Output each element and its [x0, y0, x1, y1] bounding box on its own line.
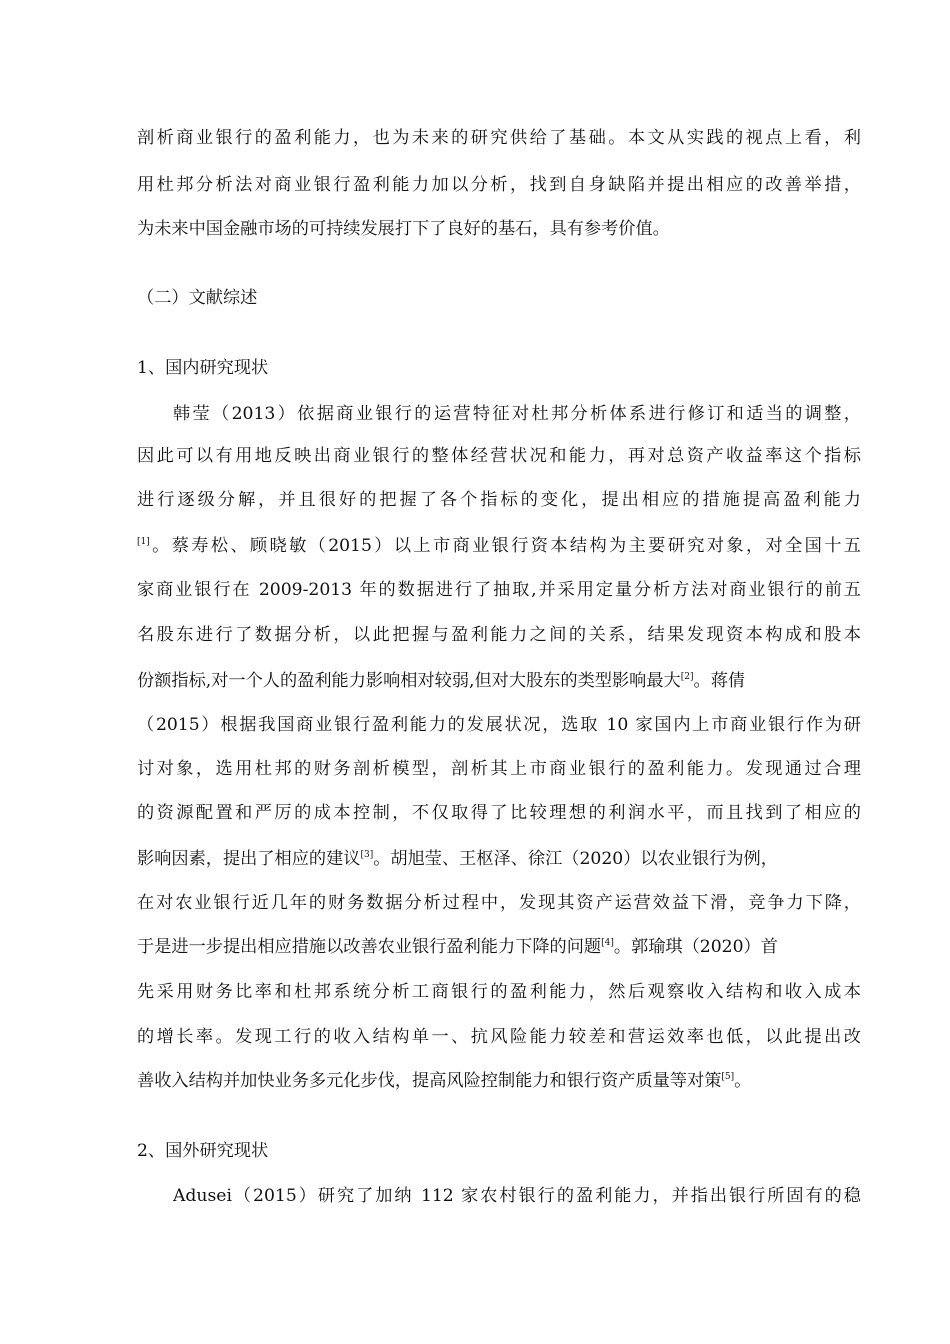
domestic-line-13-text: 于是进一步提出相应措施以改善农业银行盈利能力下降的问题 [137, 937, 602, 957]
citation-ref-1: [1] [137, 537, 150, 547]
domestic-line-13-tail: 。郭瑜琪（2020）首 [613, 937, 778, 957]
domestic-line-2: 因此可以有用地反映出商业银行的整体经营状况和能力，再对总资产收益率这个指标 [137, 446, 861, 466]
domestic-line-13 [137, 934, 861, 960]
domestic-line-4 [137, 533, 861, 559]
section-heading: （二）文献综述 [137, 288, 258, 308]
domestic-line-1: 韩莹（2013）依据商业银行的运营特征对杜邦分析体系进行修订和适当的调整， [173, 404, 861, 424]
domestic-line-11-tail: 。胡旭莹、王枢泽、徐江（2020）以农业银行为例， [373, 849, 778, 869]
citation-ref-4: [4] [601, 938, 614, 948]
intro-line-1: 剖析商业银行的盈利能力，也为未来的研究供给了基础。本文从实践的视点上看，利 [137, 128, 861, 148]
domestic-line-10: 的资源配置和严厉的成本控制，不仅取得了比较理想的利润水平，而且找到了相应的 [137, 803, 861, 823]
foreign-line-1: Adusei（2015）研究了加纳 112 家农村银行的盈利能力，并指出银行所固有的稳 [173, 1186, 861, 1206]
domestic-line-16-text: 善收入结构并加快业务多元化步伐，提高风险控制能力和银行资产质量等对策 [137, 1071, 722, 1091]
domestic-line-12: 在对农业银行近几年的财务数据分析过程中，发现其资产运营效益下滑，竞争力下降， [137, 893, 861, 913]
domestic-line-7 [137, 668, 861, 694]
domestic-line-7-tail: 。蒋倩 [693, 671, 746, 691]
citation-ref-2: [2] [680, 672, 694, 682]
domestic-line-16 [137, 1068, 861, 1094]
domestic-line-16-tail: 。 [734, 1071, 752, 1091]
domestic-line-6: 名股东进行了数据分析，以此把握与盈利能力之间的关系，结果发现资本构成和股本 [137, 625, 861, 645]
intro-line-2: 用杜邦分析法对商业银行盈利能力加以分析，找到自身缺陷并提出相应的改善举措， [137, 175, 861, 195]
domestic-line-4-text: 。蔡寿松、顾晓敏（2015）以上市商业银行资本结构为主要研究对象，对全国十五 [149, 536, 861, 556]
domestic-line-11-text: 影响因素，提出了相应的建议 [137, 849, 361, 869]
intro-line-3: 为未来中国金融市场的可持续发展打下了良好的基石，具有参考价值。 [137, 219, 670, 239]
domestic-line-5: 家商业银行在 2009-2013 年的数据进行了抽取,并采用定量分析方法对商业银行的前五 [137, 580, 861, 600]
citation-ref-5: [5] [721, 1072, 735, 1082]
domestic-line-9: 讨对象，选用杜邦的财务剖析模型，剖析其上市商业银行的盈利能力。发现通过合理 [137, 759, 861, 779]
domestic-line-3: 进行逐级分解，并且很好的把握了各个指标的变化，提出相应的措施提高盈利能力 [137, 490, 861, 510]
domestic-line-14: 先采用财务比率和杜邦系统分析工商银行的盈利能力，然后观察收入结构和收入成本 [137, 982, 861, 1002]
domestic-heading: 1、国内研究现状 [137, 358, 269, 378]
domestic-line-8: （2015）根据我国商业银行盈利能力的发展状况，选取 10 家国内上市商业银行作为研 [137, 715, 861, 735]
citation-ref-3: [3] [360, 850, 374, 860]
domestic-line-11 [137, 846, 861, 872]
foreign-heading: 2、国外研究现状 [137, 1141, 269, 1161]
domestic-line-15: 的增长率。发现工行的收入结构单一、抗风险能力较差和营运效率也低，以此提出改 [137, 1027, 861, 1047]
domestic-line-7-text: 份额指标,对一个人的盈利能力影响相对较弱,但对大股东的类型影响最大 [137, 671, 681, 691]
